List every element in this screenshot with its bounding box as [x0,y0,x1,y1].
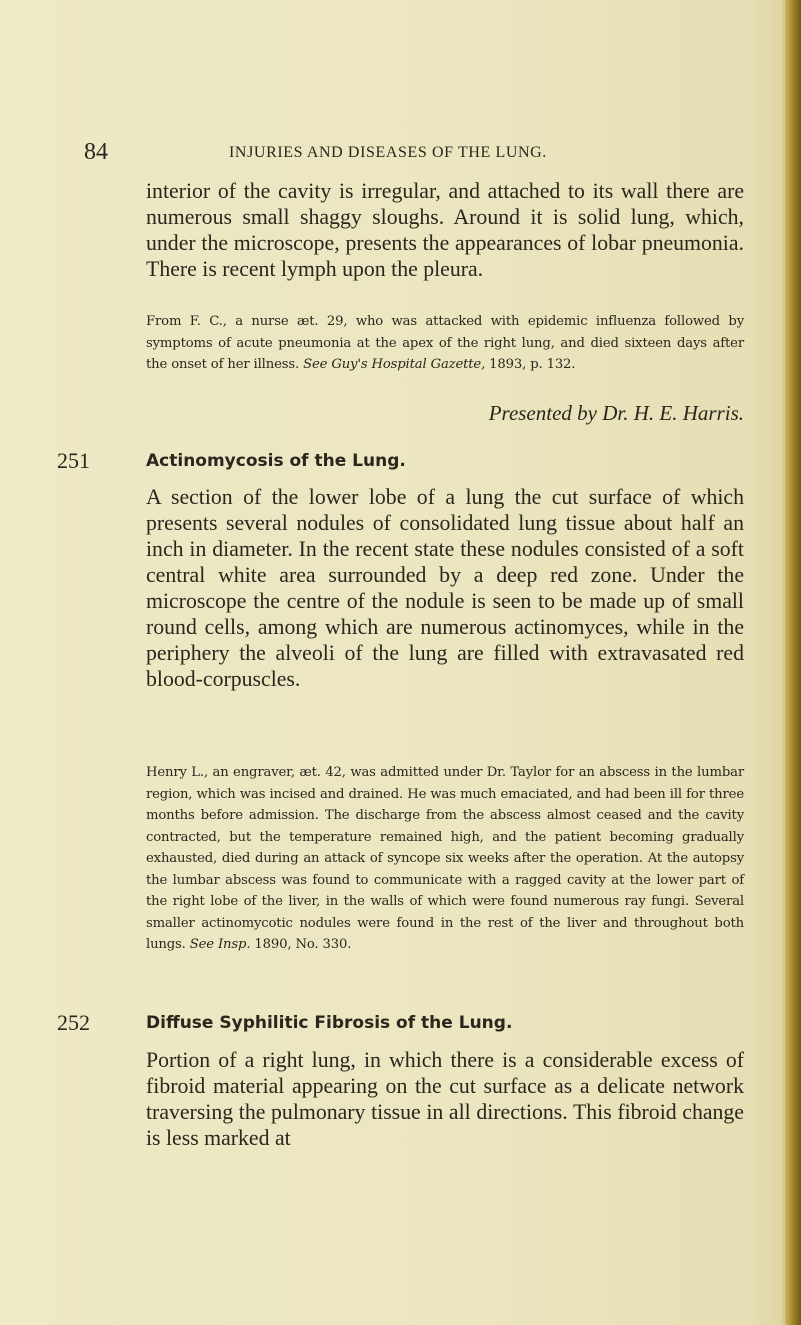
book-page-edge [785,0,801,1325]
continued-specimen-description: interior of the cavity is irregular, and attached to its wall there are numerous small shaggy sloughs. Around it is solid lung, which, under the microscope, presents the appearances of lobar pneumonia. There is recent lymph upon the pleura. [146,179,744,281]
specimen-description: A section of the lower lobe of a lung the cut surface of which presents several nodules of consolidated lung tissue about half an inch in diameter. In the recent state these nodules consisted of a soft central white area surrounded by a deep red zone. Under the microscope the centre of the nodule is seen to be made up of small round cells, among which are numerous actinomyces, while in the periphery the alveoli of the lung are filled with extravasated red blood-corpuscles. [146,485,744,691]
specimen-title: Diffuse Syphilitic Fibrosis of the Lung. [146,1013,513,1033]
presented-by: Presented by Dr. H. E. Harris. [488,401,744,425]
specimen-case-note [146,762,744,956]
case-reference-tail: 1890, No. 330. [254,937,352,952]
case-reference-tail: 1893, p. 132. [489,357,576,372]
running-head: INJURIES AND DISEASES OF THE LUNG. [229,144,547,161]
specimen-number: 251 [57,448,90,473]
case-note-text: Henry L., an engraver, æt. 42, was admitted under Dr. Taylor for an abscess in the lumbar region, which was incised and drained. He was much emaciated, and had been ill for three months before admission. The discharge from the abscess almost ceased and the cavity contracted, but the temperature remained high, and the patient becoming gradually exhausted, died during an attack of syncope six weeks after the operation. At the autopsy the lumbar abscess was found to communicate with a ragged cavity at the lower part of the right lobe of the liver, in the walls of which were found numerous ray fungi. Several smaller actinomycotic nodules were found in the rest of the liver and throughout both lungs. [146,765,744,952]
case-reference-italic: See Guy's Hospital Gazette, [303,357,486,372]
specimen-description: Portion of a right lung, in which there is a considerable excess of fibroid material appearing on the cut surface as a delicate network traversing the pulmonary tissue in all directions. This fibroid change is less marked at [146,1048,744,1150]
specimen-title: Actinomycosis of the Lung. [146,451,406,471]
continued-case-note [146,311,744,376]
page-header [0,138,801,168]
specimen-number: 252 [57,1010,90,1035]
case-reference-italic: See Insp. [189,937,251,952]
case-note-text: From F. C., a nurse æt. 29, who was attacked with epidemic influenza followed by symptoms of acute pneumonia at the apex of the right lung, and died sixteen days after the onset of her illness. [146,314,744,372]
page-number: 84 [84,139,108,165]
